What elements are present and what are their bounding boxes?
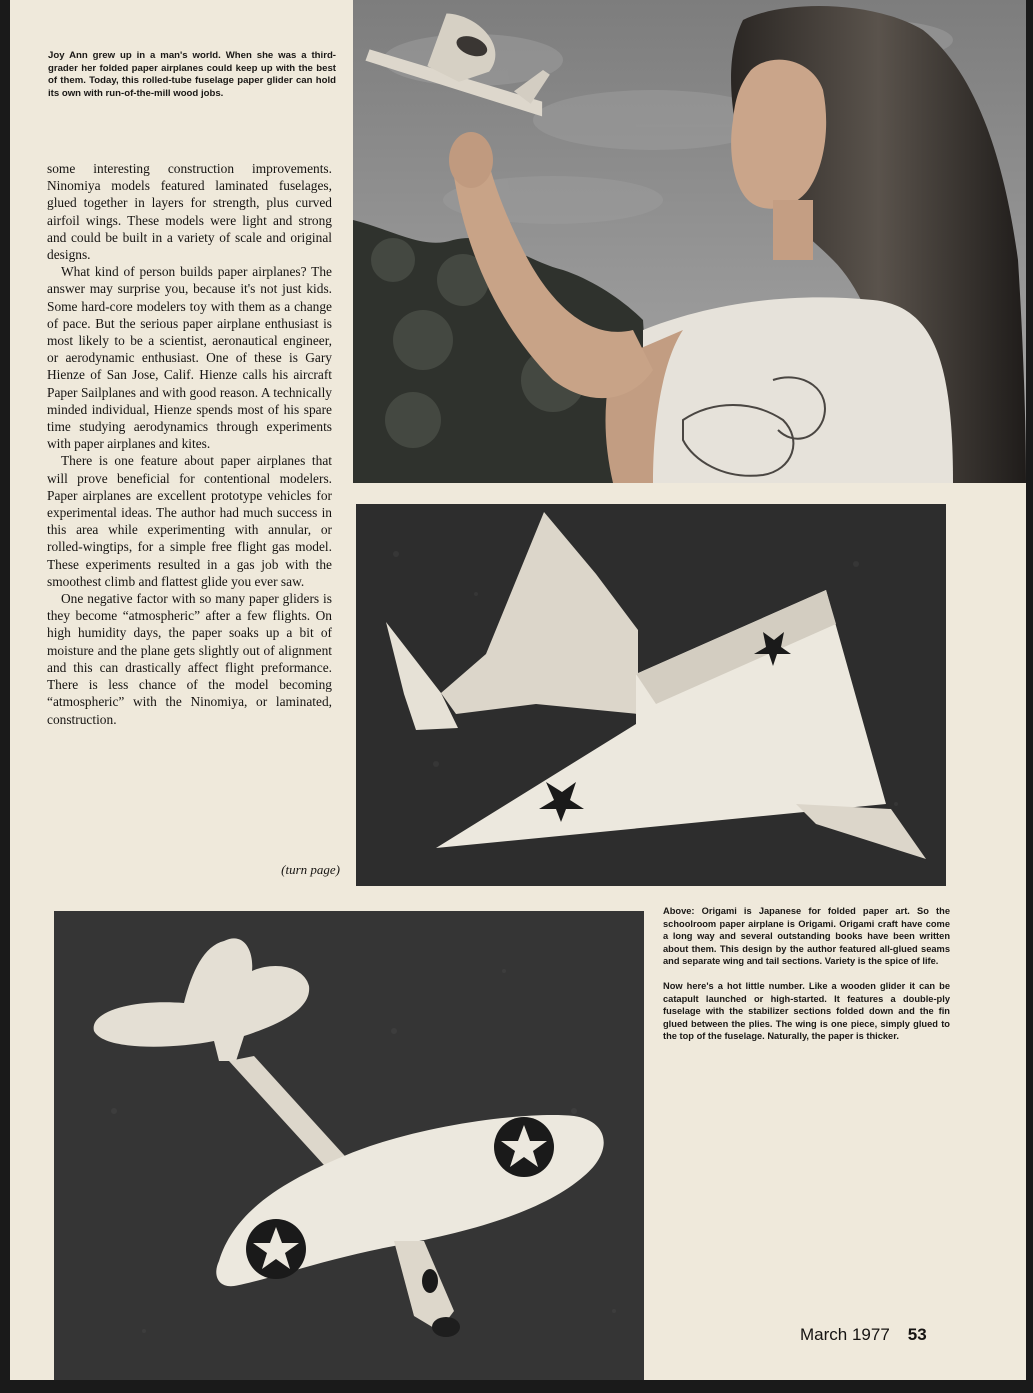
article-paragraph: some interesting construction improvements. Ninomiya models featured laminated fuselages, glued together in layers for strength, plus curved airfoil wings. These models were light and strong and could be built in a variety of scale and original designs. [47, 161, 332, 263]
article-paragraph: One negative factor with so many paper gliders is they become “atmospheric” after a few flights. On high humidity days, the paper soaks up a bit of moisture and the plane gets slightly out of alignment and this can drastically affect flight preformance. There is less chance of the model becoming “atmospheric” with the Ninomiya, or laminated, construction. [47, 591, 332, 727]
issue-date: March 1977 [800, 1325, 890, 1344]
photo-paper-glider-stars [54, 911, 644, 1380]
photo-captions-right [663, 905, 950, 1055]
caption-glider: Now here's a hot little number. Like a wooden glider it can be catapult launched or high-started. It features a double-ply fuselage with the stabilizer sections folded down and the fin glued between the plies. The wing is one piece, simply glued to the top of the fuselage. Naturally, the paper is thicker. [663, 980, 950, 1042]
article-paragraph: There is one feature about paper airplanes that will prove beneficial for contentional modelers. Paper airplanes are excellent prototype vehicles for experimental ideas. The author had much success in this area while experimenting with annular, or rolled-wingtips, for a simple free flight gas model. These experiments resulted in a gas job with the smoothest climb and flattest glide you ever saw. [47, 453, 332, 589]
caption-origami: Above: Origami is Japanese for folded paper art. So the schoolroom paper airplane is Origami. Origami craft have come a long way and several outstanding books have been written about them. This design by the author featured all-glued seams and separate wing and tail sections. Variety is the spice of life. [663, 906, 950, 967]
photo-girl-with-glider [353, 0, 1026, 483]
photo-caption-top: Joy Ann grew up in a man's world. When she was a third-grader her folded paper airplanes could keep up with the best of them. Today, this rolled-tube fuselage paper glider can hold its own with run-of-the-mill wood jobs. [48, 50, 336, 99]
turn-page-note: (turn page) [281, 862, 340, 877]
page-number: 53 [907, 1325, 927, 1344]
article-paragraph: What kind of person builds paper airplanes? The answer may surprise you, because it's not just kids. Some hard-core modelers toy with them as a change of pace. But the serious paper airplane enthusiast is most likely to be a scientist, aeronautical engineer, or aerodynamic enthusiast. One of these is Gary Hienze of San Jose, Calif. Hienze calls his aircraft Paper Sailplanes and with good reason. A technically minded individual, Hienze spends most of his spare time studying aerodynamics through experiments with paper airplanes and kites. [47, 264, 332, 452]
article-body [47, 160, 332, 728]
photo-origami-delta-glider [356, 504, 946, 886]
magazine-page [10, 0, 1026, 1380]
page-footer [800, 1325, 927, 1345]
